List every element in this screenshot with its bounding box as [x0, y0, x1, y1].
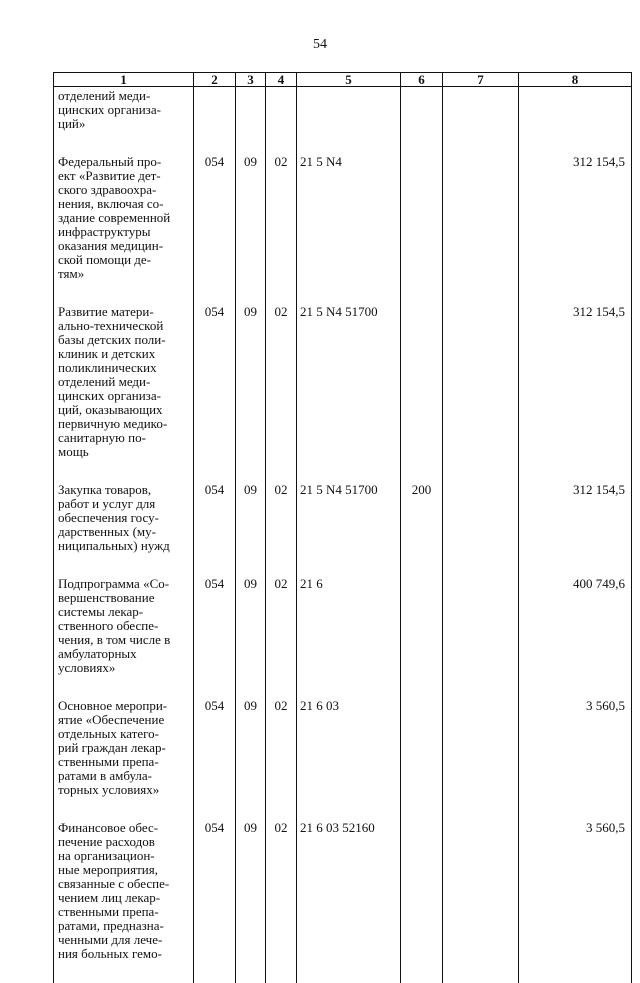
row-name-text: Основное меропри- ятие «Обеспечение отдельных катего- рий граждан лекар- ственными препа- ратами в амбула- торных условиях»: [58, 699, 191, 819]
section-cell: [236, 87, 266, 154]
table-body: [54, 87, 632, 983]
target-article-cell: 21 5 N4: [297, 153, 401, 303]
amount-cell: 312 154,5: [519, 303, 632, 481]
target-article-cell: [297, 87, 401, 154]
column-header: 7: [443, 73, 519, 87]
ministry-code-cell: 054: [194, 819, 236, 983]
column-7-cell: [443, 153, 519, 303]
column-7-cell: [443, 575, 519, 697]
page-number: 54: [0, 37, 640, 53]
subsection-cell: 02: [266, 819, 297, 983]
row-name-cell: [54, 697, 194, 819]
amount-cell: 312 154,5: [519, 481, 632, 575]
subsection-cell: 02: [266, 481, 297, 575]
budget-table: [53, 72, 632, 983]
amount-cell: 400 749,6: [519, 575, 632, 697]
amount-cell: [519, 87, 632, 154]
row-name-cell: [54, 481, 194, 575]
table-row: [54, 153, 632, 303]
row-name-text: Федеральный про- ект «Развитие дет- ского здравоохра- нения, включая со- здание современной инфраструктуры оказания медицин- ской помощи де- тям»: [58, 155, 191, 303]
column-7-cell: [443, 819, 519, 983]
target-article-cell: 21 6 03 52160: [297, 819, 401, 983]
subsection-cell: 02: [266, 303, 297, 481]
column-header: 3: [236, 73, 266, 87]
expense-type-cell: [401, 819, 443, 983]
target-article-cell: 21 5 N4 51700: [297, 481, 401, 575]
ministry-code-cell: 054: [194, 481, 236, 575]
subsection-cell: 02: [266, 697, 297, 819]
section-cell: 09: [236, 575, 266, 697]
expense-type-cell: 200: [401, 481, 443, 575]
section-cell: 09: [236, 481, 266, 575]
subsection-cell: [266, 87, 297, 154]
ministry-code-cell: 054: [194, 303, 236, 481]
row-name-text: Подпрограмма «Со- вершенствование системы лекар- ственного обеспе- чения, в том числе в амбулаторных условиях»: [58, 577, 191, 697]
column-header: 6: [401, 73, 443, 87]
expense-type-cell: [401, 153, 443, 303]
amount-cell: 3 560,5: [519, 697, 632, 819]
row-name-text: Закупка товаров, работ и услуг для обеспечения госу- дарственных (му- ниципальных) нужд: [58, 483, 191, 575]
table-row: [54, 697, 632, 819]
row-name-text: Финансовое обес- печение расходов на организацион- ные мероприятия, связанные с обеспе- чением лиц лекар- ственными препа- ратами, предназна- ченными для лече- ния больных гемо-: [58, 821, 191, 983]
table-header-row: [54, 73, 632, 87]
column-7-cell: [443, 87, 519, 154]
table-row: [54, 481, 632, 575]
table-row: [54, 87, 632, 154]
expense-type-cell: [401, 303, 443, 481]
column-7-cell: [443, 303, 519, 481]
row-name-cell: [54, 819, 194, 983]
ministry-code-cell: 054: [194, 153, 236, 303]
section-cell: 09: [236, 819, 266, 983]
row-name-cell: [54, 303, 194, 481]
section-cell: 09: [236, 303, 266, 481]
column-7-cell: [443, 481, 519, 575]
subsection-cell: 02: [266, 575, 297, 697]
table-row: [54, 303, 632, 481]
target-article-cell: 21 5 N4 51700: [297, 303, 401, 481]
column-7-cell: [443, 697, 519, 819]
table-row: [54, 575, 632, 697]
expense-type-cell: [401, 575, 443, 697]
column-header: 2: [194, 73, 236, 87]
column-header: 1: [54, 73, 194, 87]
target-article-cell: 21 6 03: [297, 697, 401, 819]
section-cell: 09: [236, 697, 266, 819]
section-cell: 09: [236, 153, 266, 303]
ministry-code-cell: [194, 87, 236, 154]
column-header: 5: [297, 73, 401, 87]
expense-type-cell: [401, 697, 443, 819]
row-name-cell: [54, 153, 194, 303]
amount-cell: 312 154,5: [519, 153, 632, 303]
amount-cell: 3 560,5: [519, 819, 632, 983]
row-name-cell: [54, 575, 194, 697]
ministry-code-cell: 054: [194, 697, 236, 819]
column-header: 8: [519, 73, 632, 87]
row-name-text: отделений меди- цинских организа- ций»: [58, 89, 191, 153]
subsection-cell: 02: [266, 153, 297, 303]
column-header: 4: [266, 73, 297, 87]
row-name-cell: [54, 87, 194, 154]
target-article-cell: 21 6: [297, 575, 401, 697]
row-name-text: Развитие матери- ально-технической базы детских поли- клиник и детских поликлинических отделений меди- цинских организа- ций, оказывающих первичную медико- санитарную по- мощь: [58, 305, 191, 481]
table-row: [54, 819, 632, 983]
ministry-code-cell: 054: [194, 575, 236, 697]
expense-type-cell: [401, 87, 443, 154]
